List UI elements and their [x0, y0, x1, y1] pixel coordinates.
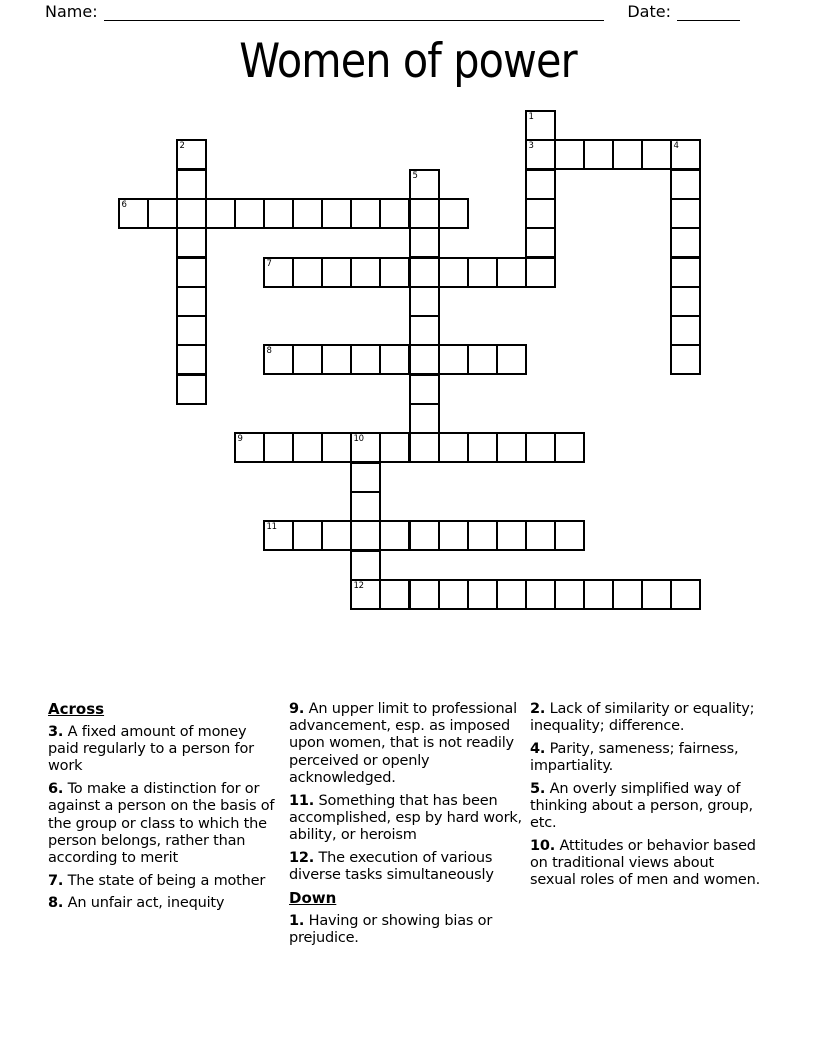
clue-number: 7.	[48, 872, 64, 889]
grid-cell-r5c8[interactable]	[350, 257, 381, 288]
grid-cell-r0c14[interactable]	[525, 110, 556, 141]
grid-cell-r14c7[interactable]	[321, 520, 352, 551]
grid-cell-r6c2[interactable]	[176, 286, 207, 317]
clue-across-3: 3. A fixed amount of money paid regularly to a person for work	[48, 724, 254, 775]
clue-across-7: 7. The state of being a mother	[48, 872, 266, 889]
grid-cell-r16c19[interactable]	[670, 579, 701, 610]
grid-cell-r3c4[interactable]	[234, 198, 265, 229]
clue-column-1	[48, 701, 281, 952]
grid-cell-r8c12[interactable]	[467, 344, 498, 375]
clue-across-8: 8. An unfair act, inequity	[48, 895, 225, 912]
clues-section	[48, 701, 770, 952]
grid-cell-r11c9[interactable]	[379, 432, 410, 463]
grid-cell-r11c15[interactable]	[554, 432, 585, 463]
grid-cell-r16c15[interactable]	[554, 579, 585, 610]
clue-column-2	[289, 701, 522, 952]
clue-number: 12.	[289, 849, 315, 866]
grid-cell-r5c12[interactable]	[467, 257, 498, 288]
grid-cell-r1c19[interactable]	[670, 139, 701, 170]
grid-cell-r5c19[interactable]	[670, 257, 701, 288]
clue-number: 9.	[289, 701, 305, 717]
crossword-grid	[118, 110, 702, 611]
puzzle-title: Women of power	[239, 34, 577, 89]
grid-cell-r8c8[interactable]	[350, 344, 381, 375]
grid-cell-r11c14[interactable]	[525, 432, 556, 463]
grid-cell-r9c10[interactable]	[409, 374, 440, 405]
grid-cell-r1c18[interactable]	[641, 139, 672, 170]
grid-cell-r1c17[interactable]	[612, 139, 643, 170]
grid-cell-r3c2[interactable]	[176, 198, 207, 229]
grid-cell-r2c19[interactable]	[670, 169, 701, 200]
clue-down-4: 4. Parity, sameness; fairness, impartiality.	[530, 740, 739, 775]
cell-number: 6	[121, 200, 127, 210]
grid-cell-r6c10[interactable]	[409, 286, 440, 317]
grid-cell-r8c9[interactable]	[379, 344, 410, 375]
grid-cell-r16c11[interactable]	[438, 579, 469, 610]
grid-cell-r3c5[interactable]	[263, 198, 294, 229]
grid-cell-r16c9[interactable]	[379, 579, 410, 610]
down-heading: Down	[289, 888, 337, 907]
grid-cell-r11c7[interactable]	[321, 432, 352, 463]
grid-cell-r4c10[interactable]	[409, 227, 440, 258]
grid-cell-r11c10[interactable]	[409, 432, 440, 463]
date-write-line[interactable]	[677, 5, 740, 21]
grid-cell-r5c11[interactable]	[438, 257, 469, 288]
grid-cell-r16c13[interactable]	[496, 579, 527, 610]
grid-cell-r11c13[interactable]	[496, 432, 527, 463]
grid-cell-r2c10[interactable]	[409, 169, 440, 200]
grid-cell-r14c11[interactable]	[438, 520, 469, 551]
grid-cell-r3c8[interactable]	[350, 198, 381, 229]
clue-number: 8.	[48, 895, 64, 912]
grid-cell-r8c13[interactable]	[496, 344, 527, 375]
grid-cell-r3c19[interactable]	[670, 198, 701, 229]
across-heading: Across	[48, 700, 105, 718]
clue-number: 2.	[530, 701, 546, 717]
grid-cell-r1c15[interactable]	[554, 139, 585, 170]
grid-cell-r14c15[interactable]	[554, 520, 585, 551]
grid-cell-r3c10[interactable]	[409, 198, 440, 229]
grid-cell-r14c12[interactable]	[467, 520, 498, 551]
grid-cell-r2c2[interactable]	[176, 169, 207, 200]
name-label: Name:	[45, 2, 98, 21]
grid-cell-r14c10[interactable]	[409, 520, 440, 551]
cell-number: 4	[673, 141, 679, 151]
grid-cell-r3c3[interactable]	[205, 198, 236, 229]
grid-cell-r5c5[interactable]	[263, 257, 294, 288]
grid-cell-r11c12[interactable]	[467, 432, 498, 463]
grid-cell-r14c8[interactable]	[350, 520, 381, 551]
grid-cell-r5c2[interactable]	[176, 257, 207, 288]
grid-cell-r3c1[interactable]	[147, 198, 178, 229]
cell-number: 8	[266, 346, 272, 356]
grid-cell-r3c9[interactable]	[379, 198, 410, 229]
grid-cell-r2c14[interactable]	[525, 169, 556, 200]
grid-cell-r5c9[interactable]	[379, 257, 410, 288]
grid-cell-r16c17[interactable]	[612, 579, 643, 610]
grid-cell-r3c11[interactable]	[438, 198, 469, 229]
grid-cell-r11c5[interactable]	[263, 432, 294, 463]
grid-cell-r16c16[interactable]	[583, 579, 614, 610]
grid-cell-r8c5[interactable]	[263, 344, 294, 375]
grid-cell-r1c16[interactable]	[583, 139, 614, 170]
worksheet-header	[45, 2, 740, 21]
grid-cell-r3c14[interactable]	[525, 198, 556, 229]
date-label: Date:	[627, 2, 671, 21]
grid-cell-r9c2[interactable]	[176, 374, 207, 405]
grid-cell-r5c6[interactable]	[292, 257, 323, 288]
cell-number: 7	[266, 259, 272, 269]
grid-cell-r4c19[interactable]	[670, 227, 701, 258]
grid-cell-r6c19[interactable]	[670, 286, 701, 317]
cell-number: 5	[412, 171, 418, 181]
grid-cell-r11c8[interactable]	[350, 432, 381, 463]
clue-across-12: 12. The execution of various diverse tasks simultaneously	[289, 849, 494, 883]
grid-cell-r16c14[interactable]	[525, 579, 556, 610]
grid-cell-r14c5[interactable]	[263, 520, 294, 551]
grid-cell-r8c6[interactable]	[292, 344, 323, 375]
cell-number: 11	[266, 522, 277, 532]
grid-cell-r1c2[interactable]	[176, 139, 207, 170]
grid-cell-r16c12[interactable]	[467, 579, 498, 610]
clue-across-11: 11. Something that has been accomplished, esp by hard work, ability, or heroism	[289, 792, 522, 843]
grid-cell-r14c9[interactable]	[379, 520, 410, 551]
clue-down-1: 1. Having or showing bias or prejudice.	[289, 912, 493, 946]
grid-cell-r5c14[interactable]	[525, 257, 556, 288]
grid-cell-r3c7[interactable]	[321, 198, 352, 229]
grid-cell-r4c14[interactable]	[525, 227, 556, 258]
grid-cell-r12c8[interactable]	[350, 462, 381, 493]
grid-cell-r8c10[interactable]	[409, 344, 440, 375]
clue-down-10: 10. Attitudes or behavior based on traditional views about sexual roles of men and women.	[530, 837, 761, 889]
cell-number: 10	[353, 434, 364, 444]
clue-number: 1.	[289, 912, 305, 929]
grid-cell-r8c19[interactable]	[670, 344, 701, 375]
grid-cell-r8c2[interactable]	[176, 344, 207, 375]
grid-cell-r5c7[interactable]	[321, 257, 352, 288]
clue-down-2: 2. Lack of similarity or equality; inequality; difference.	[530, 701, 755, 735]
name-write-line[interactable]	[104, 5, 605, 21]
clue-number: 3.	[48, 724, 64, 740]
clue-number: 10.	[530, 837, 556, 854]
grid-cell-r7c10[interactable]	[409, 315, 440, 346]
cell-number: 2	[179, 141, 185, 151]
clue-across-6: 6. To make a distinction for or against a person on the basis of the group or class to which the person belongs, rather than according to merit	[48, 781, 275, 866]
cell-number: 3	[528, 141, 534, 151]
grid-cell-r14c13[interactable]	[496, 520, 527, 551]
grid-cell-r11c4[interactable]	[234, 432, 265, 463]
cell-number: 12	[353, 581, 364, 591]
grid-cell-r3c0[interactable]	[118, 198, 149, 229]
clue-number: 6.	[48, 781, 64, 798]
clue-number: 4.	[530, 740, 546, 757]
grid-cell-r7c2[interactable]	[176, 315, 207, 346]
clue-down-5: 5. An overly simplified way of thinking about a person, group, etc.	[530, 780, 753, 832]
grid-cell-r8c7[interactable]	[321, 344, 352, 375]
grid-cell-r16c10[interactable]	[409, 579, 440, 610]
grid-cell-r3c6[interactable]	[292, 198, 323, 229]
grid-cell-r1c14[interactable]	[525, 139, 556, 170]
grid-cell-r13c8[interactable]	[350, 491, 381, 522]
grid-cell-r11c6[interactable]	[292, 432, 323, 463]
grid-cell-r14c6[interactable]	[292, 520, 323, 551]
grid-cell-r7c19[interactable]	[670, 315, 701, 346]
grid-cell-r11c11[interactable]	[438, 432, 469, 463]
grid-cell-r16c8[interactable]	[350, 579, 381, 610]
clue-column-3	[530, 701, 763, 952]
clue-number: 5.	[530, 780, 546, 797]
grid-cell-r15c8[interactable]	[350, 550, 381, 581]
cell-number: 1	[528, 112, 534, 122]
grid-cell-r10c10[interactable]	[409, 403, 440, 434]
clue-across-9: 9. An upper limit to professional advancement, esp. as imposed upon women, that is not readily perceived or openly acknowledged.	[289, 701, 517, 786]
grid-cell-r5c13[interactable]	[496, 257, 527, 288]
clue-number: 11.	[289, 792, 315, 809]
grid-cell-r14c14[interactable]	[525, 520, 556, 551]
grid-cell-r4c2[interactable]	[176, 227, 207, 258]
grid-cell-r5c10[interactable]	[409, 257, 440, 288]
cell-number: 9	[237, 434, 243, 444]
grid-cell-r16c18[interactable]	[641, 579, 672, 610]
grid-cell-r8c11[interactable]	[438, 344, 469, 375]
